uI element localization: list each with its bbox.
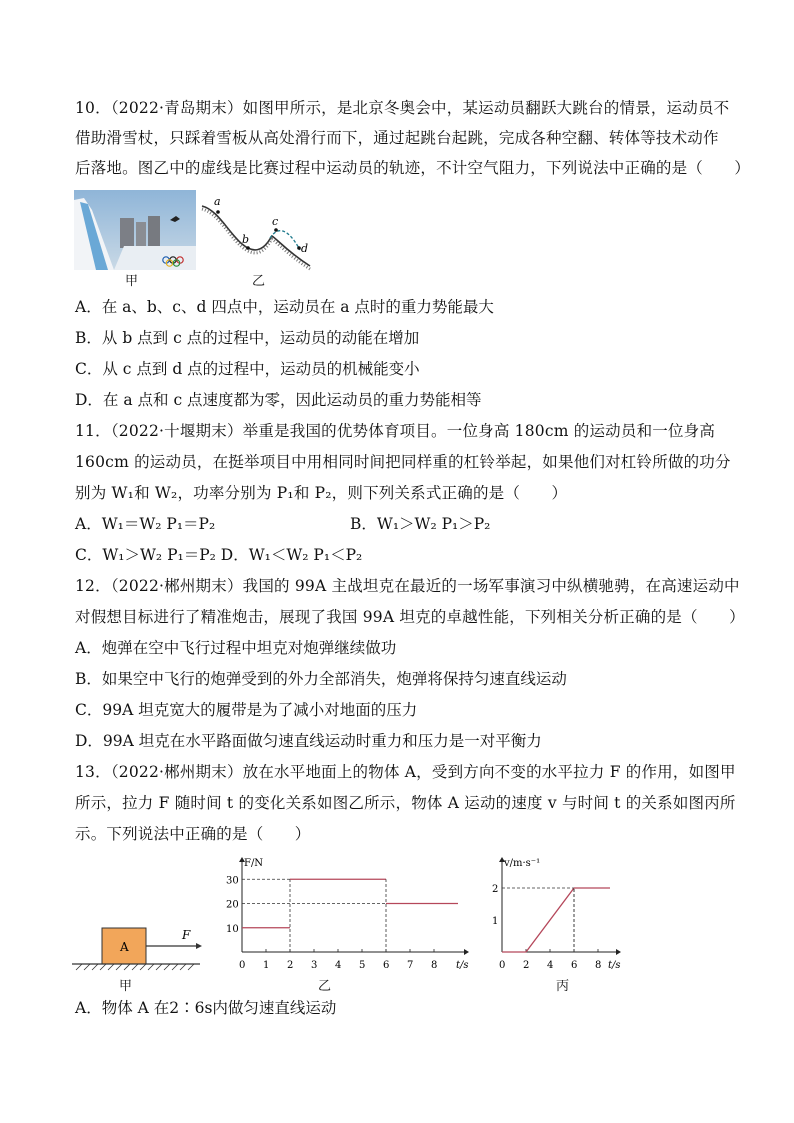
x-tick-label: 6	[383, 960, 390, 971]
block-force-diagram	[72, 920, 204, 972]
q10-option-b: B．从 b 点到 c 点的过程中，运动员的动能在增加	[75, 329, 420, 347]
q13-fig-label-jia: 甲	[119, 979, 133, 994]
y-axis-label: F/N	[244, 858, 264, 869]
x-axis-label: t/s	[456, 960, 469, 971]
x-axis-arrow	[616, 949, 621, 955]
q10-fig-label-jia: 甲	[125, 274, 139, 289]
velocity-time-chart	[480, 852, 628, 976]
q11-line3: 别为 W₁和 W₂，功率分别为 P₁和 P₂，则下列关系式正确的是（ ）	[75, 484, 568, 502]
x-tick-label: 2	[523, 960, 530, 971]
point-label-a: a	[214, 195, 221, 208]
x-tick-label: 7	[407, 960, 414, 971]
q10-option-c: C．从 c 点到 d 点的过程中，运动员的机械能变小	[75, 360, 420, 378]
x-tick-label: 0	[239, 960, 246, 971]
q12-option-c: C．99A 坦克宽大的履带是为了减小对地面的压力	[75, 701, 418, 719]
q10-line3: 后落地。图乙中的虚线是比赛过程中运动员的轨迹，不计空气阻力，下列说法中正确的是（ ）	[75, 159, 751, 177]
point-label-b: b	[242, 233, 250, 246]
x-tick-label: 2	[287, 960, 294, 971]
q12-option-d: D．99A 坦克在水平路面做匀速直线运动时重力和压力是一对平衡力	[75, 732, 542, 750]
q12-line1: 12．（2022·郴州期末）我国的 99A 主战坦克在最近的一场军事演习中纵横驰骋，在高速运动中	[75, 577, 740, 595]
series-segment	[526, 888, 574, 952]
x-tick-label: 4	[547, 960, 554, 971]
y-tick-label: 30	[226, 875, 239, 887]
y-axis-label: v/m·s⁻¹	[504, 858, 541, 869]
q12-option-b: B．如果空中飞行的炮弹受到的外力全部消失，炮弹将保持匀速直线运动	[75, 670, 567, 688]
q13-option-a: A．物体 A 在2∶6s内做匀速直线运动	[75, 999, 337, 1017]
q10-line2: 借助滑雪杖，只踩着雪板从高处滑行而下，通过起跳台起跳，完成各种空翻、转体等技术动作	[75, 129, 719, 147]
x-tick-label: 4	[335, 960, 342, 971]
y-tick-label: 2	[492, 884, 499, 895]
x-tick-label: 8	[595, 960, 602, 971]
q13-fig-label-yi: 乙	[318, 979, 332, 994]
q10-option-a: A．在 a、b、c、d 四点中，运动员在 a 点时的重力势能最大	[75, 298, 494, 316]
q12-line2: 对假想目标进行了精准炮击，展现了我国 99A 坦克的卓越性能，下列相关分析正确的是（ ）	[75, 608, 745, 626]
x-tick-label: 6	[571, 960, 578, 971]
x-tick-label: 0	[499, 960, 506, 971]
block-label: A	[120, 940, 129, 954]
x-axis-label: t/s	[608, 960, 621, 971]
trajectory-diagram	[198, 192, 316, 272]
q12-option-a: A．炮弹在空中飞行过程中坦克对炮弹继续做功	[75, 639, 397, 657]
point-label-c: c	[272, 215, 279, 228]
force-time-chart	[222, 852, 474, 976]
q13-fig-label-bing: 丙	[556, 979, 570, 994]
x-axis-arrow	[464, 949, 469, 955]
y-tick-label: 10	[226, 923, 239, 935]
q10-fig-label-yi: 乙	[252, 274, 266, 289]
q11-option-a: A．W₁＝W₂ P₁＝P₂	[75, 515, 216, 533]
q13-line3: 示。下列说法中正确的是（ ）	[75, 825, 311, 843]
y-tick-label: 20	[226, 899, 239, 911]
x-tick-label: 3	[311, 960, 318, 971]
y-tick-label: 1	[492, 916, 499, 927]
q13-line2: 所示，拉力 F 随时间 t 的变化关系如图乙所示，物体 A 运动的速度 v 与时间 t 的关系如图丙所	[75, 794, 736, 812]
q11-line2: 160cm 的运动员，在挺举项目中用相同时间把同样重的杠铃举起，如果他们对杠铃所做的功分	[75, 453, 731, 471]
q11-option-cd: C．W₁＞W₂ P₁＝P₂ D．W₁＜W₂ P₁＜P₂	[75, 546, 363, 564]
q11-option-b: B．W₁＞W₂ P₁＞P₂	[350, 515, 491, 533]
q13-line1: 13．（2022·郴州期末）放在水平地面上的物体 A，受到方向不变的水平拉力 F 的作用，如图甲	[75, 763, 736, 781]
x-tick-label: 1	[263, 960, 270, 971]
point-label-d: d	[301, 242, 309, 255]
ski-jump-photo	[74, 190, 196, 270]
q10-option-d: D．在 a 点和 c 点速度都为零，因此运动员的重力势能相等	[75, 391, 482, 409]
x-tick-label: 8	[431, 960, 438, 971]
x-tick-label: 5	[359, 960, 366, 971]
force-label: F	[182, 928, 191, 942]
ground-hatching	[76, 964, 194, 970]
q10-line1: 10．（2022·青岛期末）如图甲所示，是北京冬奥会中，某运动员翻跃大跳台的情景，运动员不	[75, 99, 730, 117]
q11-line1: 11．（2022·十堰期末）举重是我国的优势体育项目。一位身高 180cm 的运动员和一位身高	[75, 422, 716, 440]
